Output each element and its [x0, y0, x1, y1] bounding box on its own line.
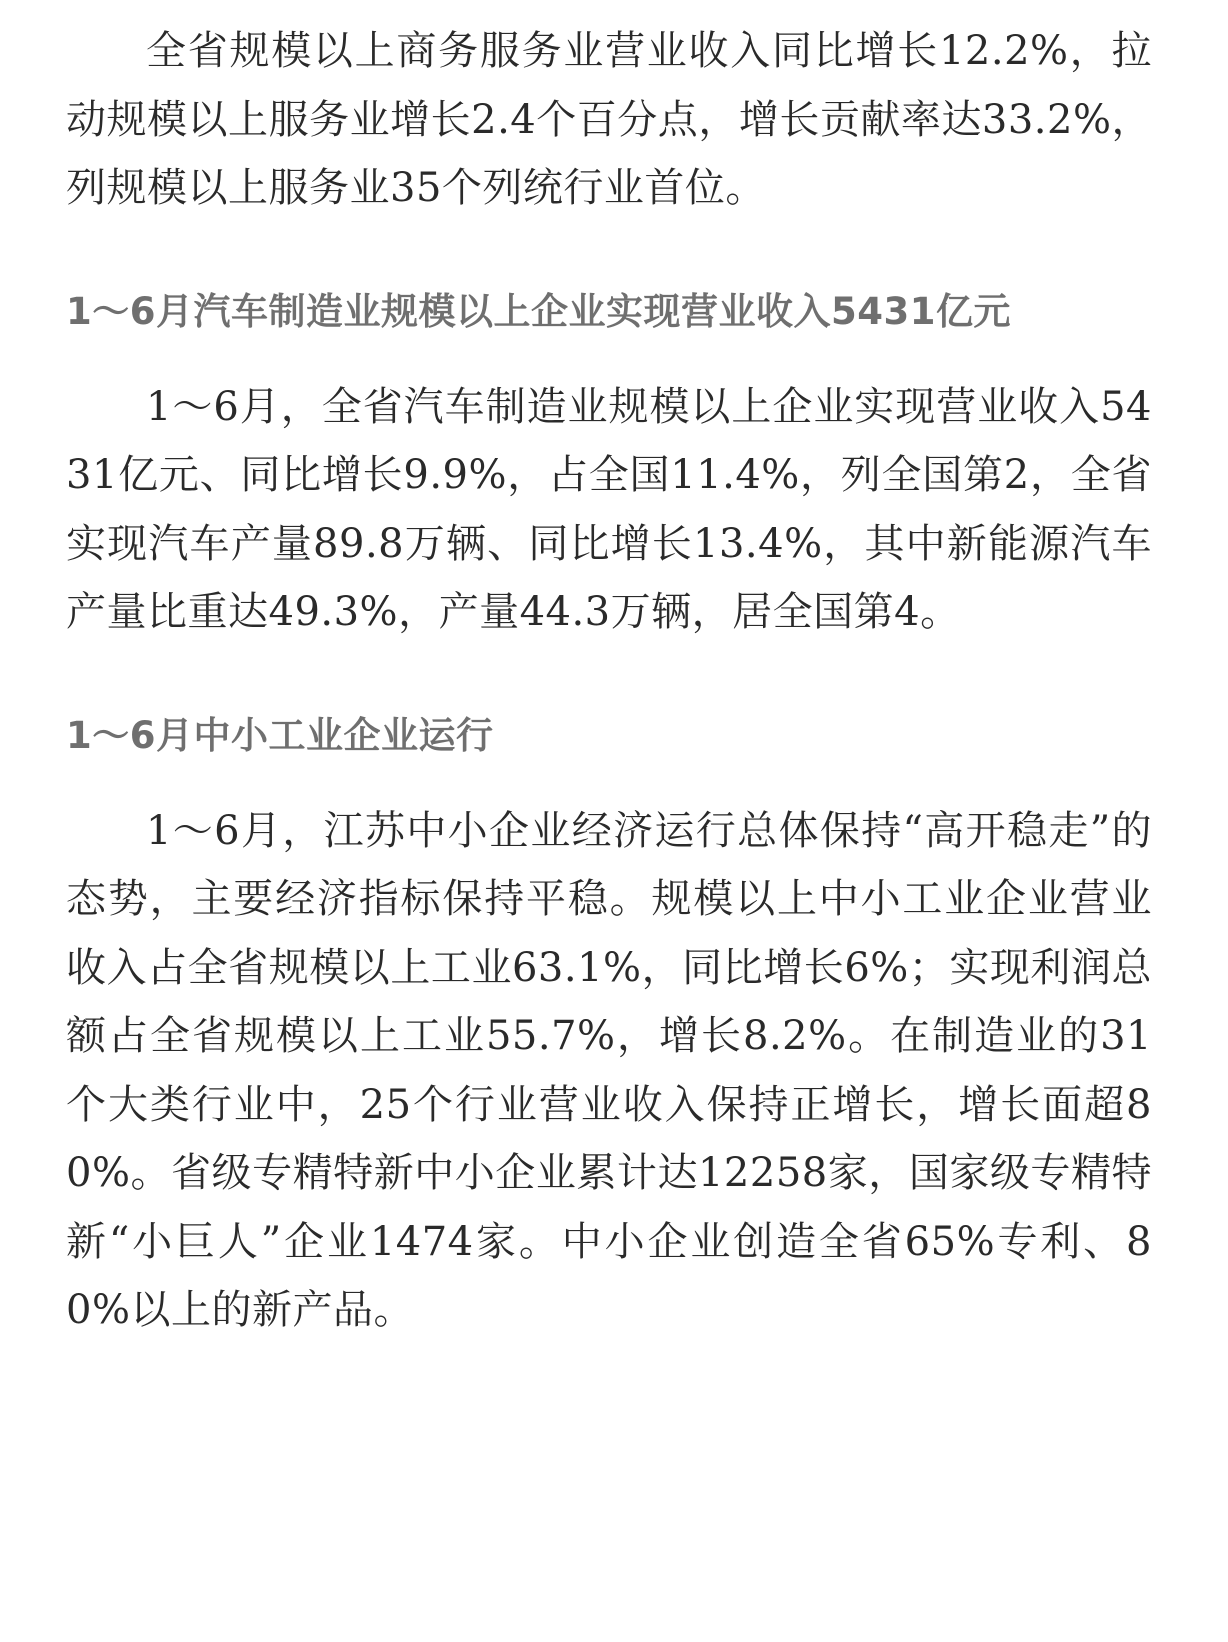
section-heading-auto-manufacturing: 1～6月汽车制造业规模以上企业实现营业收入5431亿元: [66, 289, 1011, 333]
document-page: [66, 0, 1152, 1642]
paragraph-sme-industry: 1～6月，江苏中小企业经济运行总体保持“高开稳走”的态势，主要经济指标保持平稳。规模以上中小工业企业营业收入占全省规模以上工业63.1%，同比增长6%；实现利润总额占全省规模以上工业55.7%，增长8.2%。在制造业的31个大类行业中，25个行业营业收入保持正增长，增长面超80%。省级专精特新中小企业累计达12258家，国家级专精特新“小巨人”企业1474家。中小企业创造全省65%专利、80%以上的新产品。: [66, 807, 1152, 1333]
paragraph-business-services: 全省规模以上商务服务业营业收入同比增长12.2%，拉动规模以上服务业增长2.4个百分点，增长贡献率达33.2%，列规模以上服务业35个列统行业首位。: [66, 28, 1152, 211]
paragraph-auto-manufacturing: 1～6月，全省汽车制造业规模以上企业实现营业收入5431亿元、同比增长9.9%，占全国11.4%，列全国第2，全省实现汽车产量89.8万辆、同比增长13.4%，其中新能源汽车产量比重达49.3%，产量44.3万辆，居全国第4。: [66, 383, 1152, 635]
section-heading-sme-industry: 1～6月中小工业企业运行: [66, 713, 494, 757]
